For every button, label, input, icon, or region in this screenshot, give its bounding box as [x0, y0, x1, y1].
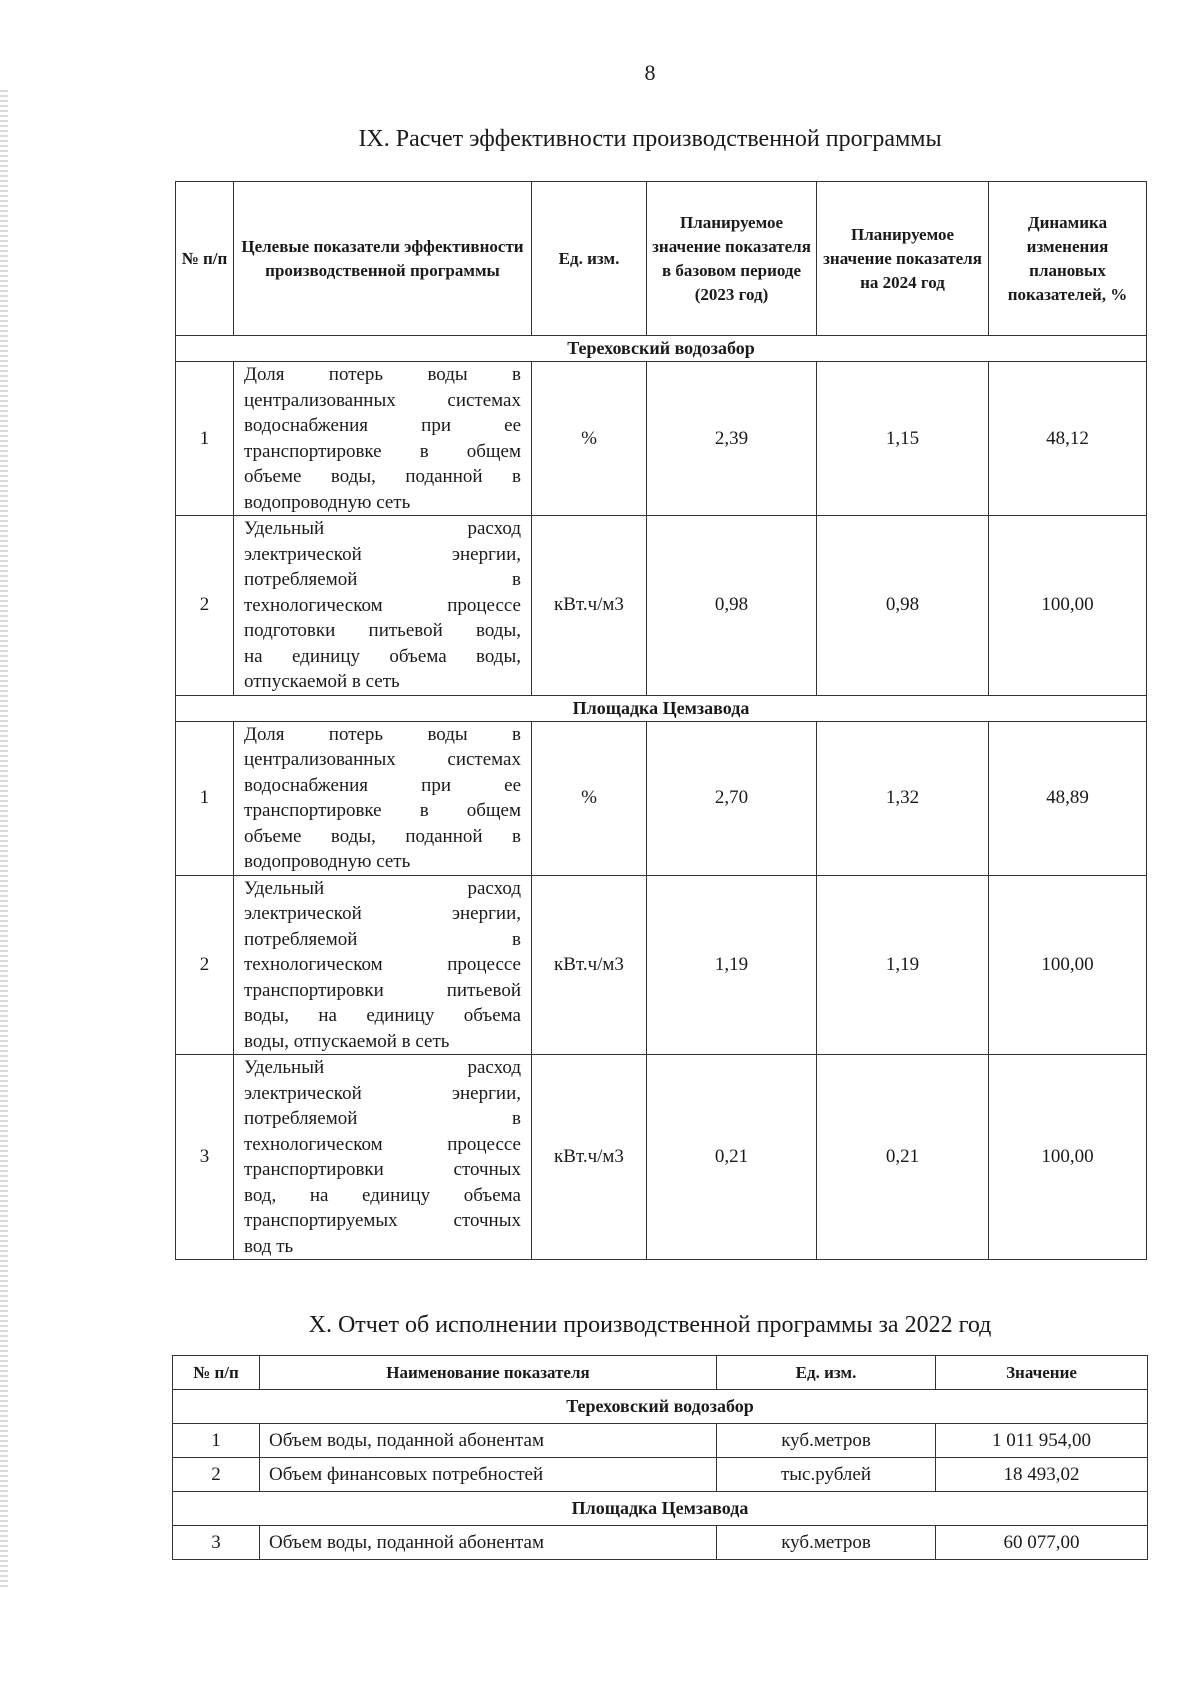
indicator-line: вод ть — [244, 1235, 294, 1257]
unit-cell: кВт.ч/м3 — [532, 875, 647, 1055]
plan-value-cell: 1,15 — [817, 362, 989, 516]
dynamics-cell: 48,12 — [989, 362, 1147, 516]
unit-cell: тыс.рублей — [717, 1458, 936, 1492]
unit-cell: % — [532, 362, 647, 516]
base-value-cell: 0,21 — [647, 1055, 817, 1260]
dynamics-cell: 100,00 — [989, 516, 1147, 696]
row-num: 2 — [176, 516, 234, 696]
section-row — [173, 1390, 1148, 1424]
efficiency-table — [175, 181, 1147, 1260]
indicator-line: централизованных системах — [244, 749, 521, 770]
indicator-line: технологическом процессе — [244, 1133, 521, 1155]
base-value-cell: 2,70 — [647, 721, 817, 875]
value-cell: 1 011 954,00 — [936, 1424, 1148, 1458]
table-row — [176, 721, 1147, 875]
header-dynamics: Динамика изменения плановых показателей, % — [989, 182, 1147, 336]
scan-edge-artifact — [0, 90, 8, 1590]
table-row — [176, 516, 1147, 696]
section-name: Площадка Цемзавода — [176, 695, 1147, 721]
base-value-cell: 1,19 — [647, 875, 817, 1055]
base-value-cell: 0,98 — [647, 516, 817, 696]
indicator-line: Доля потерь воды в — [244, 364, 521, 385]
indicator-line: Удельный расход — [244, 518, 521, 539]
indicator-line: Удельный расход — [244, 877, 521, 899]
efficiency-table-header — [176, 182, 1147, 336]
row-num: 1 — [176, 362, 234, 516]
indicator-name: Объем воды, поданной абонентам — [260, 1526, 717, 1560]
report-table-header — [173, 1356, 1148, 1390]
indicator-line: водопроводную сеть — [244, 491, 411, 513]
section-9-title: IX. Расчет эффективности производственной программы — [358, 126, 942, 152]
header-name: Наименование показателя — [260, 1356, 717, 1390]
indicator-line: на единицу объема воды, — [244, 645, 521, 667]
header-value: Значение — [936, 1356, 1148, 1390]
indicator-text — [234, 875, 532, 1055]
section-name: Тереховский водозабор — [173, 1390, 1148, 1424]
indicator-line: потребляемой в — [244, 1108, 521, 1129]
table-row — [176, 875, 1147, 1055]
table-row — [173, 1424, 1148, 1458]
indicator-line: технологическом процессе — [244, 594, 521, 616]
section-name: Тереховский водозабор — [176, 336, 1147, 362]
indicator-line: отпускаемой в сеть — [244, 671, 400, 692]
row-num: 1 — [173, 1424, 260, 1458]
header-num: № п/п — [173, 1356, 260, 1390]
indicator-line: объеме воды, поданной в — [244, 825, 521, 847]
section-name: Площадка Цемзавода — [173, 1492, 1148, 1526]
section-row — [173, 1492, 1148, 1526]
row-num: 2 — [176, 875, 234, 1055]
indicator-line: воды, отпускаемой в сеть — [244, 1030, 450, 1052]
unit-cell: кВт.ч/м3 — [532, 516, 647, 696]
plan-value-cell: 1,19 — [817, 875, 989, 1055]
unit-cell: куб.метров — [717, 1424, 936, 1458]
indicator-line: водопроводную сеть — [244, 851, 411, 872]
indicator-text — [234, 516, 532, 696]
indicator-line: подготовки питьевой воды, — [244, 620, 521, 641]
plan-value-cell: 0,21 — [817, 1055, 989, 1260]
indicator-name: Объем финансовых потребностей — [260, 1458, 717, 1492]
indicator-line: транспортировки питьевой — [244, 979, 521, 1001]
indicator-line: электрической энергии, — [244, 1082, 521, 1104]
table-row — [173, 1458, 1148, 1492]
row-num: 2 — [173, 1458, 260, 1492]
header-indicator: Целевые показатели эффективности производственной программы — [234, 182, 532, 336]
page-number: 8 — [644, 60, 656, 85]
plan-value-cell: 0,98 — [817, 516, 989, 696]
header-plan-value: Планируемое значение показателя на 2024 год — [817, 182, 989, 336]
table-row — [176, 362, 1147, 516]
indicator-line: потребляемой в — [244, 928, 521, 950]
dynamics-cell: 100,00 — [989, 1055, 1147, 1260]
indicator-line: транспортировке в общем — [244, 800, 521, 821]
indicator-text — [234, 1055, 532, 1260]
indicator-line: воды, на единицу объема — [244, 1005, 521, 1026]
indicator-line: водоснабжения при ее — [244, 415, 521, 436]
section-10-title: X. Отчет об исполнении производственной программы за 2022 год — [308, 1312, 992, 1338]
header-unit: Ед. изм. — [717, 1356, 936, 1390]
unit-cell: кВт.ч/м3 — [532, 1055, 647, 1260]
indicator-line: потребляемой в — [244, 569, 521, 590]
indicator-line: транспортируемых сточных — [244, 1210, 521, 1231]
indicator-line: электрической энергии, — [244, 903, 521, 924]
indicator-text — [234, 362, 532, 516]
indicator-line: централизованных системах — [244, 389, 521, 411]
indicator-line: транспортировки сточных — [244, 1159, 521, 1180]
indicator-line: электрической энергии, — [244, 543, 521, 565]
row-num: 1 — [176, 721, 234, 875]
indicator-line: Доля потерь воды в — [244, 723, 521, 745]
plan-value-cell: 1,32 — [817, 721, 989, 875]
dynamics-cell: 100,00 — [989, 875, 1147, 1055]
unit-cell: куб.метров — [717, 1526, 936, 1560]
indicator-line: объеме воды, поданной в — [244, 466, 521, 487]
indicator-line: Удельный расход — [244, 1057, 521, 1078]
row-num: 3 — [173, 1526, 260, 1560]
indicator-line: транспортировке в общем — [244, 440, 521, 462]
value-cell: 18 493,02 — [936, 1458, 1148, 1492]
indicator-line: водоснабжения при ее — [244, 774, 521, 796]
header-num: № п/п — [176, 182, 234, 336]
indicator-text — [234, 721, 532, 875]
indicator-name: Объем воды, поданной абонентам — [260, 1424, 717, 1458]
table-row — [176, 1055, 1147, 1260]
section-row — [176, 336, 1147, 362]
table-row — [173, 1526, 1148, 1560]
dynamics-cell: 48,89 — [989, 721, 1147, 875]
report-table — [172, 1355, 1148, 1560]
section-row — [176, 695, 1147, 721]
value-cell: 60 077,00 — [936, 1526, 1148, 1560]
header-unit: Ед. изм. — [532, 182, 647, 336]
row-num: 3 — [176, 1055, 234, 1260]
header-base-value: Планируемое значение показателя в базовом периоде (2023 год) — [647, 182, 817, 336]
indicator-line: технологическом процессе — [244, 954, 521, 975]
indicator-line: вод, на единицу объема — [244, 1184, 521, 1206]
unit-cell: % — [532, 721, 647, 875]
base-value-cell: 2,39 — [647, 362, 817, 516]
